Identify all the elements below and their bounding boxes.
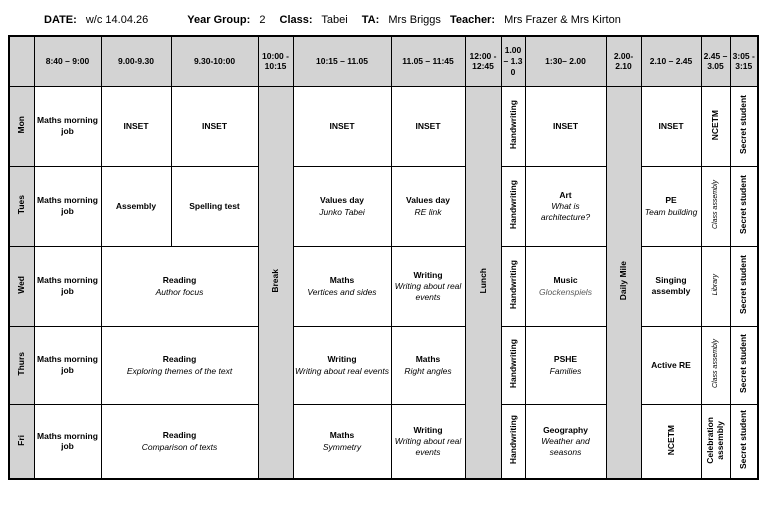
lesson-title: Music	[553, 274, 578, 285]
lesson-cell	[730, 246, 758, 326]
day-row-fri	[9, 404, 758, 479]
day-row-tues	[9, 166, 758, 246]
lesson-title: Geography	[543, 424, 588, 435]
lesson-cell	[34, 404, 101, 479]
lesson-title-vertical: Secret student	[738, 95, 749, 155]
time-column-header: 10:15 – 11.05	[293, 36, 391, 86]
lesson-title-vertical: NCETM	[710, 109, 721, 140]
lesson-title-vertical: NCETM	[665, 424, 676, 456]
lesson-cell	[525, 166, 606, 246]
day-row-thurs	[9, 326, 758, 404]
lesson-cell	[641, 326, 701, 404]
lesson-title: Writing	[413, 269, 443, 280]
lesson-title-vertical: Handwriting	[507, 339, 518, 389]
lesson-cell	[391, 404, 465, 479]
lesson-cell	[101, 246, 258, 326]
lesson-cell	[730, 86, 758, 166]
lesson-title-vertical: Handwriting	[507, 100, 518, 150]
time-column-header: 2.00- 2.10	[606, 36, 641, 86]
lesson-cell	[101, 404, 258, 479]
day-label-wed	[9, 246, 34, 326]
lesson-title: Singing assembly	[651, 275, 691, 296]
lesson-cell	[101, 86, 171, 166]
lesson-cell	[701, 246, 730, 326]
day-row-wed	[9, 246, 758, 326]
day-label-text: Tues	[16, 195, 27, 215]
lesson-cell	[501, 166, 525, 246]
lesson-subtitle: Author focus	[155, 286, 204, 297]
lesson-title-vertical: Class assembly	[711, 339, 719, 389]
lesson-cell	[701, 86, 730, 166]
lesson-title-vertical: Class assembly	[711, 180, 719, 230]
lesson-title: Maths morning job	[37, 195, 98, 216]
lesson-cell	[641, 166, 701, 246]
date-label: DATE:	[44, 14, 77, 26]
lesson-title: Spelling test	[189, 200, 240, 211]
lesson-title-vertical: Secret student	[738, 334, 749, 394]
lesson-title: Writing	[327, 353, 357, 364]
lesson-title: INSET	[415, 120, 441, 131]
date-value: w/c 14.04.26	[85, 14, 149, 26]
lesson-title: Assembly	[115, 200, 157, 211]
year-group-label: Year Group:	[187, 14, 251, 26]
day-label-text: Mon	[16, 115, 27, 134]
corner-cell	[9, 36, 34, 86]
lesson-cell	[293, 326, 391, 404]
lesson-title: INSET	[658, 120, 684, 131]
daily-mile-band-label: Daily Mile	[618, 261, 629, 301]
lesson-cell	[34, 326, 101, 404]
time-column-header: 9.00-9.30	[101, 36, 171, 86]
lesson-subtitle: Writing about real events	[394, 281, 462, 302]
lesson-cell	[101, 166, 171, 246]
break-band-label: Break	[270, 269, 281, 293]
lesson-cell	[501, 404, 525, 479]
lesson-title-vertical: Handwriting	[507, 180, 518, 230]
teacher-label: Teacher:	[449, 14, 496, 26]
lesson-title: INSET	[123, 120, 149, 131]
lesson-title: PE	[665, 194, 677, 205]
lesson-cell	[101, 326, 258, 404]
lesson-title: Maths morning job	[37, 275, 98, 296]
day-label-thurs	[9, 326, 34, 404]
lesson-cell	[501, 246, 525, 326]
lesson-subtitle: Writing about real events	[394, 436, 462, 458]
day-label-text: Fri	[16, 434, 27, 446]
lunch-band-label: Lunch	[477, 268, 488, 294]
lesson-subtitle: Exploring themes of the text	[126, 365, 233, 376]
lesson-subtitle: Right angles	[404, 365, 452, 376]
day-label-tues	[9, 166, 34, 246]
lesson-cell	[391, 326, 465, 404]
lesson-cell	[701, 166, 730, 246]
lesson-title: Maths morning job	[37, 115, 98, 136]
class-value: Tabei	[321, 14, 348, 26]
day-label-text: Thurs	[16, 351, 27, 376]
lesson-cell	[525, 326, 606, 404]
lesson-cell	[34, 246, 101, 326]
lesson-subtitle: Junko Tabei	[319, 206, 365, 217]
lesson-cell	[525, 86, 606, 166]
time-column-header: 8:40 – 9:00	[34, 36, 101, 86]
lesson-cell	[34, 86, 101, 166]
lesson-subtitle: Comparison of texts	[141, 441, 218, 452]
lesson-subtitle: Writing about real events	[294, 365, 390, 376]
lesson-subtitle: Team building	[644, 206, 698, 217]
lesson-title: Maths	[329, 430, 355, 441]
lunch-band	[465, 86, 501, 479]
lesson-cell	[525, 404, 606, 479]
lesson-title: INSET	[552, 120, 579, 131]
header-row	[9, 36, 758, 86]
lesson-subtitle: Glockenspiels	[539, 286, 592, 297]
lesson-title-vertical: Library	[711, 273, 719, 296]
lesson-cell	[293, 86, 391, 166]
lesson-title: Maths	[329, 274, 355, 285]
lesson-title: Maths morning job	[37, 430, 98, 452]
lesson-cell	[525, 246, 606, 326]
lesson-cell	[293, 246, 391, 326]
day-label-fri	[9, 404, 34, 479]
lesson-cell	[391, 246, 465, 326]
day-label-text: Wed	[16, 275, 27, 294]
lesson-cell	[641, 86, 701, 166]
time-column-header: 10:00 - 10:15	[258, 36, 293, 86]
lesson-cell	[730, 166, 758, 246]
lesson-cell	[391, 166, 465, 246]
lesson-title: Writing	[413, 424, 443, 435]
lesson-cell	[293, 404, 391, 479]
lesson-cell	[293, 166, 391, 246]
teacher-value: Mrs Frazer & Mrs Kirton	[504, 14, 621, 26]
lesson-cell	[391, 86, 465, 166]
lesson-title: Maths morning job	[37, 354, 98, 375]
lesson-cell	[701, 404, 730, 479]
lesson-cell	[730, 326, 758, 404]
lesson-subtitle: Weather and seasons	[541, 436, 590, 458]
lesson-cell	[641, 404, 701, 479]
lesson-cell	[171, 86, 258, 166]
class-label: Class:	[279, 14, 313, 26]
lesson-title: Reading	[162, 274, 197, 285]
time-column-header: 3:05 - 3:15	[730, 36, 758, 86]
ta-value: Mrs Briggs	[388, 14, 441, 26]
time-column-header: 11.05 – 11:45	[391, 36, 465, 86]
lesson-cell	[171, 166, 258, 246]
time-column-header: 1.00 – 1.30	[501, 36, 525, 86]
lesson-subtitle: Vertices and sides	[307, 286, 377, 297]
lesson-cell	[501, 86, 525, 166]
lesson-title: INSET	[329, 120, 355, 131]
lesson-subtitle: Symmetry	[322, 441, 362, 452]
lesson-title-vertical: Handwriting	[507, 415, 518, 465]
day-label-mon	[9, 86, 34, 166]
lesson-title-vertical: Secret student	[738, 255, 749, 315]
lesson-title: Maths	[415, 353, 441, 364]
lesson-subtitle: RE link	[414, 206, 442, 217]
lesson-title: Art	[559, 189, 572, 200]
time-column-header: 9.30-10:00	[171, 36, 258, 86]
break-band	[258, 86, 293, 479]
lesson-cell	[641, 246, 701, 326]
lesson-cell	[501, 326, 525, 404]
lesson-title: INSET	[201, 120, 228, 131]
lesson-title-vertical: Secret student	[738, 410, 749, 470]
lesson-title: Values day	[406, 194, 450, 205]
lesson-title-vertical: Celebration assembly	[704, 416, 725, 464]
lesson-cell	[730, 404, 758, 479]
time-column-header: 12:00 - 12:45	[465, 36, 501, 86]
lesson-cell	[701, 326, 730, 404]
year-group-value: 2	[259, 14, 266, 26]
time-column-header: 2.10 – 2.45	[641, 36, 701, 86]
lesson-title: Values day	[320, 194, 364, 205]
time-column-header: 2.45 – 3.05	[701, 36, 730, 86]
document-header	[44, 14, 768, 26]
lesson-title: Reading	[162, 430, 197, 441]
daily-mile-band	[606, 86, 641, 479]
lesson-title: PSHE	[553, 353, 578, 364]
timetable	[8, 35, 759, 480]
lesson-title: Reading	[162, 353, 197, 364]
lesson-title-vertical: Handwriting	[507, 260, 518, 310]
lesson-cell	[34, 166, 101, 246]
lesson-title-vertical: Secret student	[738, 175, 749, 235]
day-row-mon	[9, 86, 758, 166]
lesson-title: Active RE	[651, 359, 691, 370]
ta-label: TA:	[361, 14, 380, 26]
time-column-header: 1:30– 2.00	[525, 36, 606, 86]
lesson-subtitle: What is architecture?	[540, 201, 591, 222]
lesson-subtitle: Families	[549, 365, 582, 376]
